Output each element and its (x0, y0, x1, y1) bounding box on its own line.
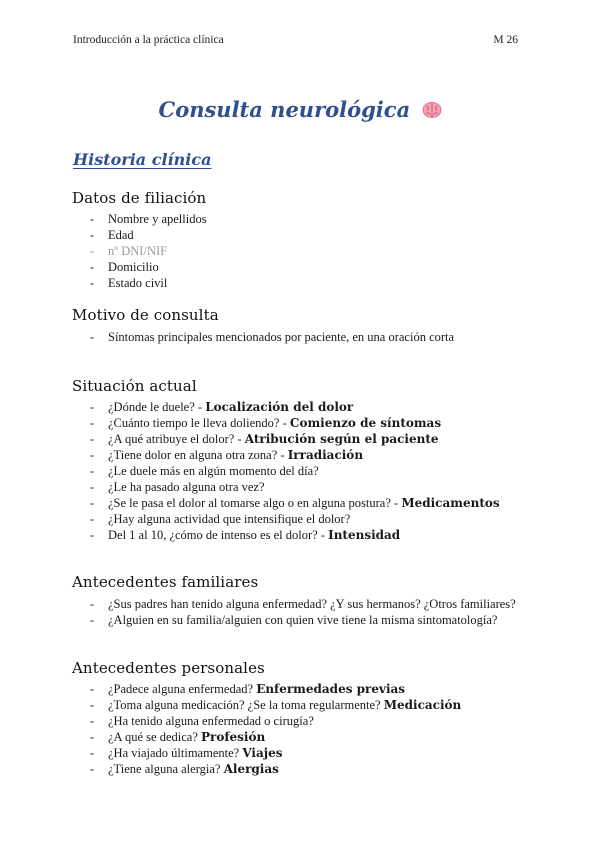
list-item: - ¿Toma alguna medicación? ¿Se la toma regularmente? Medicación (90, 697, 540, 713)
heading-datos-filiacion: Datos de filiación (72, 189, 207, 207)
list-item: - ¿Cuánto tiempo le lleva doliendo? - Comienzo de síntomas (90, 415, 540, 431)
list-item: - ¿Le ha pasado alguna otra vez? (90, 479, 540, 495)
header-page-code: M 26 (493, 34, 518, 46)
list-item: - ¿Sus padres han tenido alguna enfermedad? ¿Y sus hermanos? ¿Otros familiares? (90, 596, 540, 612)
list-item: - ¿Se le pasa el dolor al tomarse algo o en alguna postura? - Medicamentos (90, 495, 540, 511)
list-item: - ¿Ha viajado últimamente? Viajes (90, 745, 540, 761)
list-item: - ¿Alguien en su familia/alguien con quien vive tiene la misma sintomatología? (90, 612, 540, 628)
list-item: - Domicilio (90, 259, 540, 275)
section-heading-historia-clinica: Historia clínica (73, 150, 212, 169)
list-item: - ¿Tiene dolor en alguna otra zona? - Irradiación (90, 447, 540, 463)
list-item: - ¿A qué se dedica? Profesión (90, 729, 540, 745)
list-item: - Del 1 al 10, ¿cómo de intenso es el dolor? - Intensidad (90, 527, 540, 543)
page-title-text: Consulta neurológica (158, 97, 411, 122)
list-item: - ¿Dónde le duele? - Localización del dolor (90, 399, 540, 415)
list-item: - Nombre y apellidos (90, 211, 540, 227)
list-antecedentes-familiares (90, 596, 540, 628)
list-situacion-actual (90, 399, 540, 543)
list-item: - ¿Tiene alguna alergia? Alergias (90, 761, 540, 777)
list-motivo-consulta (90, 329, 540, 345)
page-header (73, 34, 518, 46)
header-course: Introducción a la práctica clínica (73, 34, 224, 46)
heading-antecedentes-familiares: Antecedentes familiares (72, 573, 259, 591)
list-item: - ¿Le duele más en algún momento del día? (90, 463, 540, 479)
list-item: - ¿Hay alguna actividad que intensifique el dolor? (90, 511, 540, 527)
list-item: - Estado civil (90, 275, 540, 291)
brain-icon (422, 99, 442, 124)
list-antecedentes-personales (90, 681, 540, 777)
heading-situacion-actual: Situación actual (72, 377, 197, 395)
list-datos-filiacion (90, 211, 540, 291)
list-item: - ¿Padece alguna enfermedad? Enfermedades previas (90, 681, 540, 697)
list-item: - ¿Ha tenido alguna enfermedad o cirugía? (90, 713, 540, 729)
list-item: - ¿A qué atribuye el dolor? - Atribución según el paciente (90, 431, 540, 447)
list-item: - Edad (90, 227, 540, 243)
list-item: - Síntomas principales mencionados por paciente, en una oración corta (90, 329, 540, 345)
page-title (0, 97, 600, 124)
list-item: - nº DNI/NIF (90, 243, 540, 259)
heading-motivo-consulta: Motivo de consulta (72, 306, 219, 324)
heading-antecedentes-personales: Antecedentes personales (72, 659, 265, 677)
